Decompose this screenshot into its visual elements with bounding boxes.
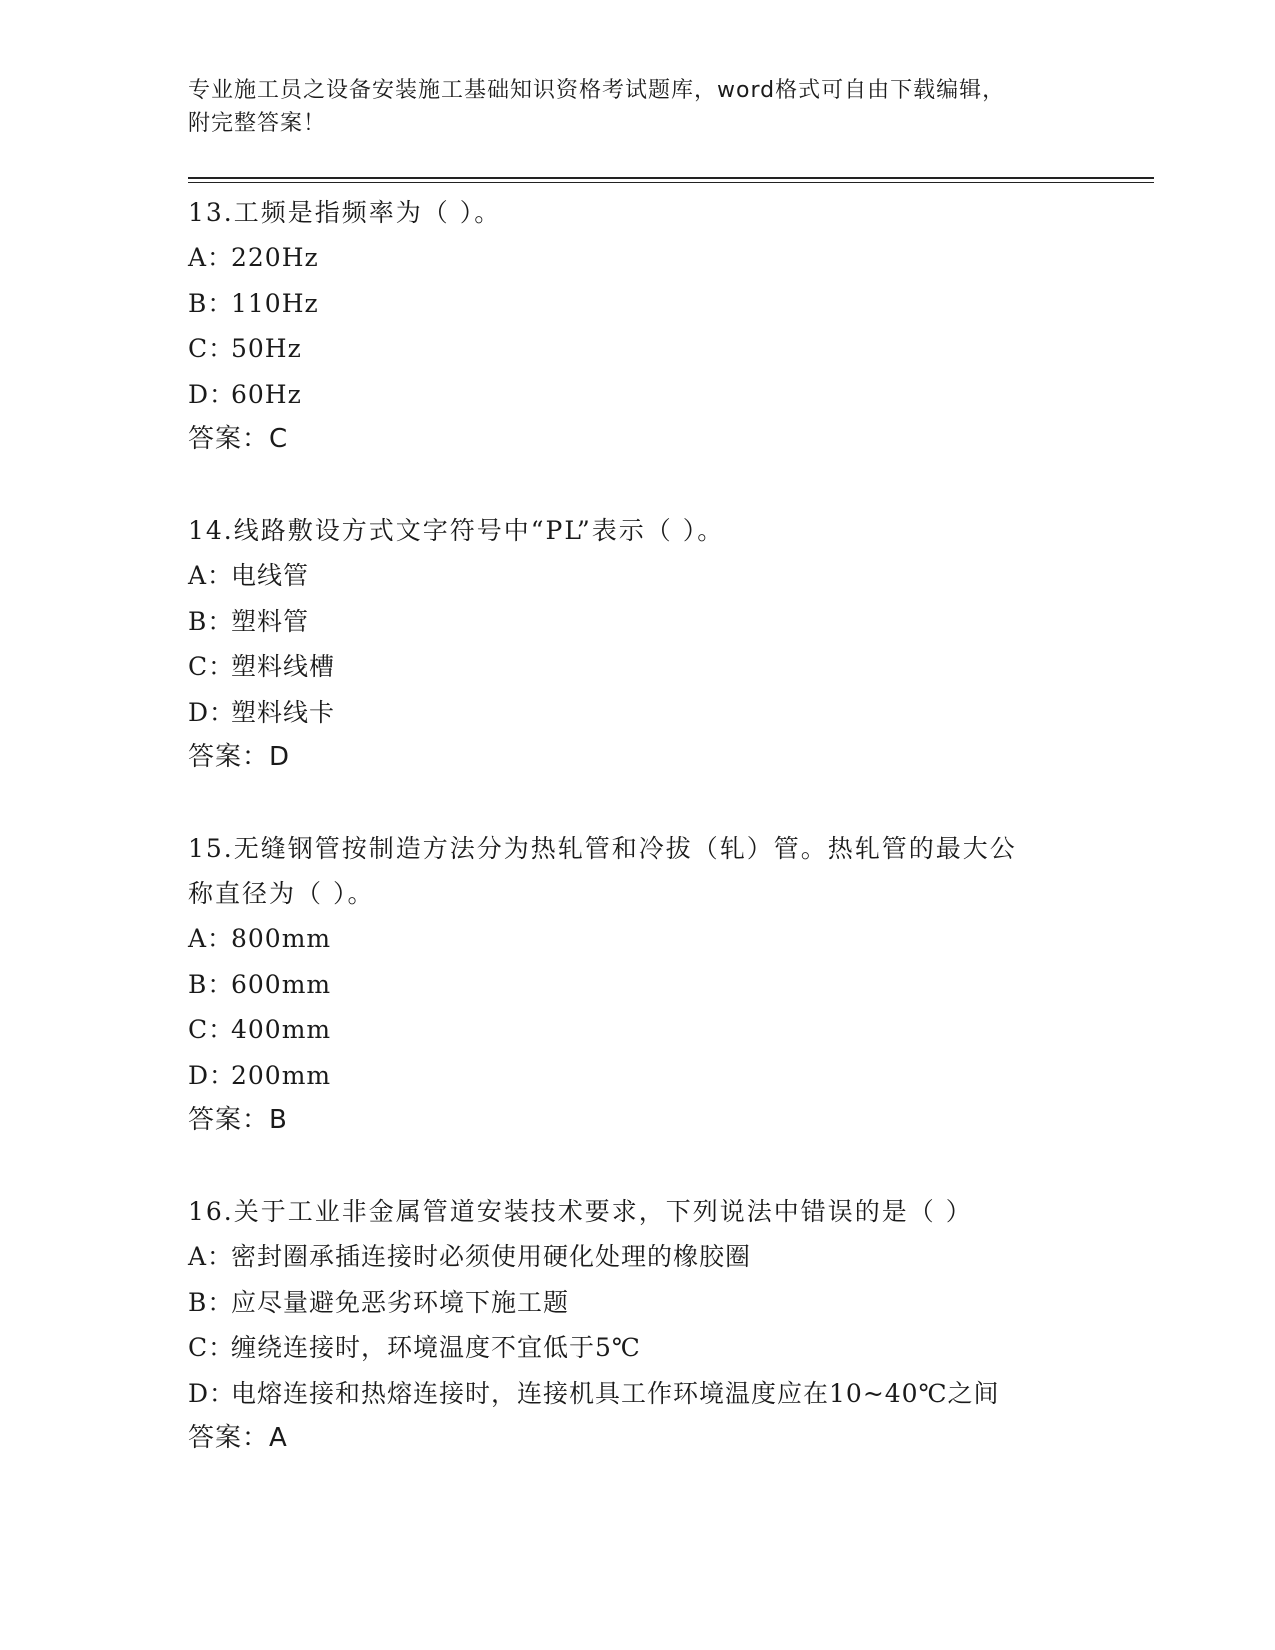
- question-title: 16.关于工业非金属管道安装技术要求，下列说法中错误的是（ ）: [188, 1197, 973, 1226]
- answer-line: 答案：B: [188, 1105, 288, 1135]
- answer-line: 答案：C: [188, 424, 289, 454]
- option-a: A：220Hz: [188, 243, 319, 272]
- option-b: B：塑料管: [188, 606, 310, 636]
- document-header: [188, 74, 1068, 140]
- question-title: 14.线路敷设方式文字符号中“PL”表示（ ）。: [188, 516, 725, 545]
- option-b: B：应尽量避免恶劣环境下施工题: [188, 1287, 570, 1317]
- header-divider-top: [188, 177, 1154, 179]
- option-b: B：600mm: [188, 969, 332, 999]
- question-title: 13.工频是指频率为（ ）。: [188, 198, 502, 227]
- option-c: C：缠绕连接时，环境温度不宜低于5℃: [188, 1333, 641, 1362]
- question-13: [188, 190, 1088, 462]
- question-16: [188, 1189, 1088, 1461]
- question-14: [188, 508, 1088, 780]
- option-d: D：200mm: [188, 1060, 332, 1090]
- answer-line: 答案：D: [188, 742, 291, 772]
- header-divider-bottom: [188, 182, 1154, 183]
- option-c: C：塑料线槽: [188, 652, 336, 681]
- option-b: B：110Hz: [188, 288, 319, 318]
- option-a: A：密封圈承插连接时必须使用硬化处理的橡胶圈: [188, 1242, 752, 1271]
- header-line-2: 附完整答案！: [188, 111, 327, 136]
- option-a: A：电线管: [188, 561, 310, 590]
- option-d: D：电熔连接和热熔连接时，连接机具工作环境温度应在10~40℃之间: [188, 1378, 1000, 1408]
- header-line-1: 专业施工员之设备安装施工基础知识资格考试题库，word格式可自由下载编辑，: [188, 78, 1006, 103]
- option-a: A：800mm: [188, 924, 332, 953]
- option-c: C：50Hz: [188, 334, 302, 363]
- option-c: C：400mm: [188, 1015, 332, 1044]
- option-d: D：60Hz: [188, 379, 302, 409]
- question-15: [188, 826, 1088, 1143]
- option-d: D：塑料线卡: [188, 697, 336, 727]
- question-title-line-2: 称直径为（ ）。: [188, 879, 375, 908]
- question-title-line-1: 15.无缝钢管按制造方法分为热轧管和冷拔（轧）管。热轧管的最大公: [188, 834, 1017, 863]
- answer-line: 答案：A: [188, 1423, 288, 1453]
- question-list: [188, 190, 1088, 1507]
